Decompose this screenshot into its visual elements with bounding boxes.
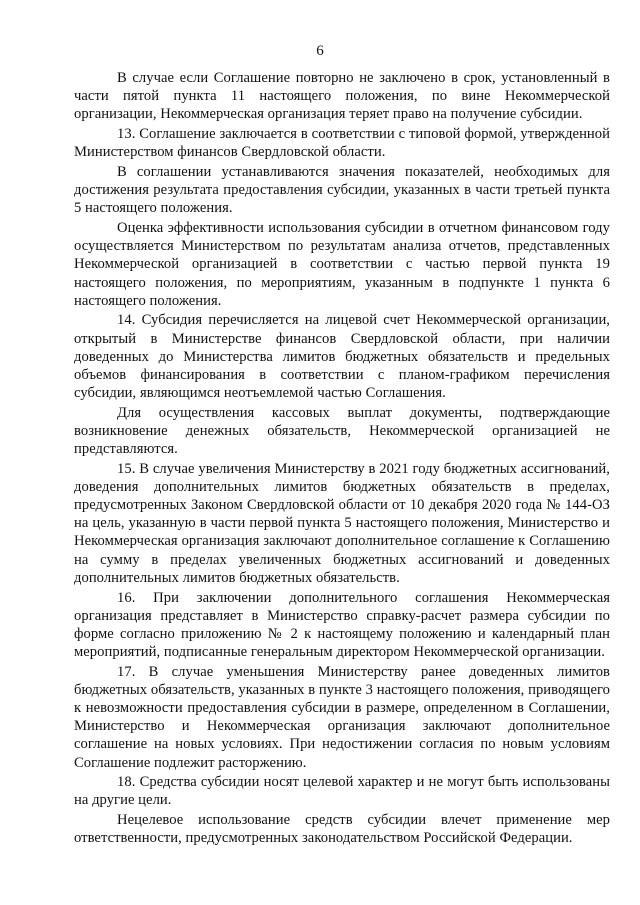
paragraph: 18. Средства субсидии носят целевой характер и не могут быть использованы на другие цели. [74,774,610,809]
paragraph: 17. В случае уменьшения Министерству ранее доведенных лимитов бюджетных обязательств, указанных в пункте 3 настоящего положения, приводящего к невозможности предоставления субсидии в размере, определенном в Соглашении, Министерство и Некоммерческая организация заключают дополнительное соглашение на новых условиях. При недостижении согласия по новым условиям Соглашение подлежит расторжению. [74,663,610,771]
paragraph: 16. При заключении дополнительного соглашения Некоммерческая организация представляет в Министерство справку-расчет размера субсидии по форме согласно приложению № 2 к настоящему положению и календарный план мероприятий, подписанные генеральным директором Некоммерческой организации. [74,589,610,660]
document-body [74,69,610,849]
paragraph: 13. Соглашение заключается в соответствии с типовой формой, утвержденной Министерством финансов Свердловской области. [74,126,610,161]
paragraph: Оценка эффективности использования субсидии в отчетном финансовом году осуществляется Министерством по результатам анализа отчетов, представленных Некоммерческой организацией в соответствии с частью первой пункта 19 настоящего положения, по мероприятиям, указанным в подпункте 1 пункта 6 настоящего положения. [74,220,610,309]
paragraph: 14. Субсидия перечисляется на лицевой счет Некоммерческой организации, открытый в Министерстве финансов Свердловской области, при наличии доведенных до Министерства лимитов бюджетных обязательств и предельных объемов финансирования в соответствии с планом-графиком перечисления субсидии, являющимся неотъемлемой частью Соглашения. [74,312,610,402]
paragraph: 15. В случае увеличения Министерству в 2021 году бюджетных ассигнований, доведения дополнительных лимитов бюджетных обязательств в пределах, предусмотренных Законом Свердловской области от 10 декабря 2020 года № 144-ОЗ на цель, указанную в части первой пункта 5 настоящего положения, Министерство и Некоммерческая организация заключают дополнительное соглашение к Соглашению на сумму в пределах увеличенных бюджетных ассигнований и доведенных дополнительных лимитов бюджетных обязательств. [74,460,610,586]
page-number: 6 [316,43,324,59]
paragraph: В случае если Соглашение повторно не заключено в срок, установленный в части пятой пункта 11 настоящего положения, по вине Некоммерческой организации, Некоммерческая организация теряет право на получение субсидии. [74,70,610,123]
paragraph: В соглашении устанавливаются значения показателей, необходимых для достижения результата предоставления субсидии, указанных в части третьей пункта 5 настоящего положения. [74,163,610,217]
paragraph: Для осуществления кассовых выплат документы, подтверждающие возникновение денежных обязательств, Некоммерческой организацией не представляются. [74,404,610,458]
paragraph: Нецелевое использование средств субсидии влечет применение мер ответственности, предусмотренных законодательством Российской Федерации. [74,812,610,847]
